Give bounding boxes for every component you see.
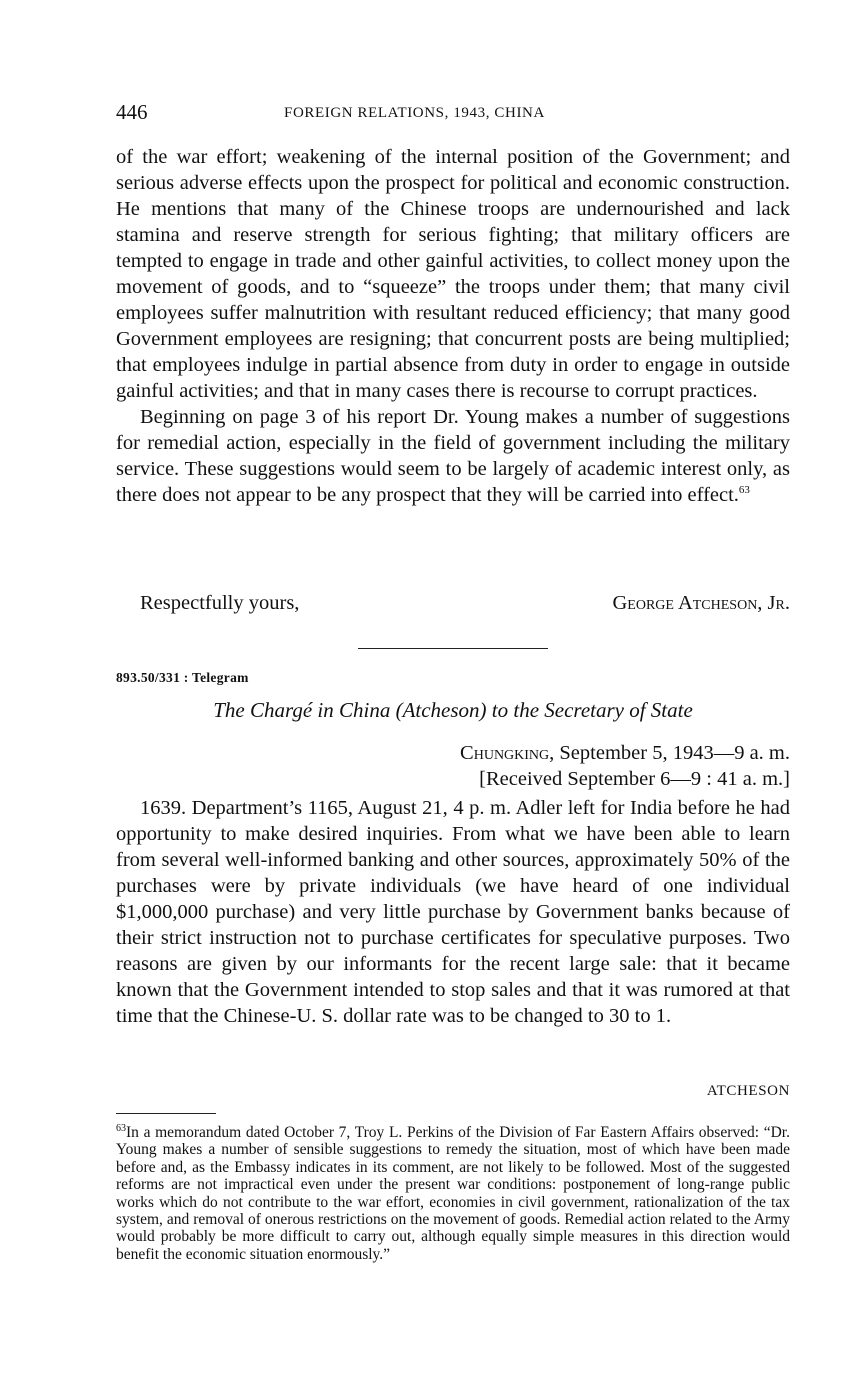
document-title: The Chargé in China (Atcheson) to the Secretary of State (213, 698, 693, 722)
letter-paragraph-2-text: Beginning on page 3 of his report Dr. Young makes a number of suggestions for remedial action, especially in the field of government including the military service. These suggestions would seem to be largely of academic interest only, as there does not appear to be any prospect that they will be carried into effect. (116, 406, 790, 506)
page-header (116, 100, 790, 130)
letter-paragraph-1: of the war effort; weakening of the internal position of the Government; and serious adverse effects upon the prospect for political and economic construction. He mentions that many of the Chinese troops are undernourished and lack stamina and reserve strength for serious fighting; that military officers are tempted to engage in trade and other gainful activities, to collect money upon the movement of goods, and to “squeeze” the troops under them; that many civil employees suffer malnutrition with resultant reduced efficiency; that many good Government employees are resigning; that concurrent posts are being multiplied; that employees indulge in partial absence from duty in order to engage in outside gainful activities; and that in many cases there is recourse to corrupt practices. (116, 146, 790, 402)
closing-salutation: Respectfully yours, (140, 592, 300, 614)
section-divider (358, 648, 548, 649)
dateline-received: [Received September 6—9 : 41 a. m.] (479, 768, 790, 790)
letter-body (116, 144, 790, 508)
dateline-sent (116, 740, 790, 766)
footnote-text: In a memorandum dated October 7, Troy L. Perkins of the Division of Far Eastern Affairs observed: “Dr. Young makes a number of sensible suggestions to remedy the situation, most of which have been made before and, as the Embassy indicates in its comment, are not likely to be followed. Most of the suggested reforms are not impractical even under the present war conditions: postponement of long-range public works which do not contribute to the war effort, economies in civil government, rationalization of the tax system, and removal of onerous restrictions on the movement of goods. Remedial action related to the Army would probably be more difficult to carry out, although equally simple measures in this direction would benefit the economic situation enormously.” (116, 1124, 790, 1263)
footnote (116, 1124, 790, 1263)
footnote-number: 63 (116, 1122, 126, 1134)
telegram-body (116, 795, 790, 1029)
footnote-rule (116, 1113, 216, 1114)
running-head: FOREIGN RELATIONS, 1943, CHINA (284, 105, 545, 121)
telegram-paragraph: 1639. Department’s 1165, August 21, 4 p. m. Adler left for India before he had opportunity to make desired inquiries. From what we have been able to learn from several well-informed banking and other sources, approximately 50% of the purchases were by private individuals (we have heard of one individual $1,000,000 purchase) and very little purchase by Government banks because of their strict instruction not to purchase certificates for speculative purposes. Two reasons are given by our informants for the recent large sale: that it became known that the Government intended to stop sales and that it was rumored at that time that the Chinese-U. S. dollar rate was to be changed to 30 to 1. (116, 797, 790, 1027)
letter-paragraph-2 (116, 404, 790, 508)
file-reference: 893.50/331 : Telegram (116, 670, 249, 685)
dateline-place: Chungking (460, 742, 550, 764)
footnote-reference: 63 (738, 484, 750, 497)
dateline-date: , September 5, 1943—9 a. m. (549, 742, 790, 764)
dateline (116, 740, 790, 792)
signature: George Atcheson, Jr. (612, 592, 790, 614)
telegram-signoff: ATCHESON (706, 1083, 790, 1099)
page-number: 446 (116, 100, 148, 124)
